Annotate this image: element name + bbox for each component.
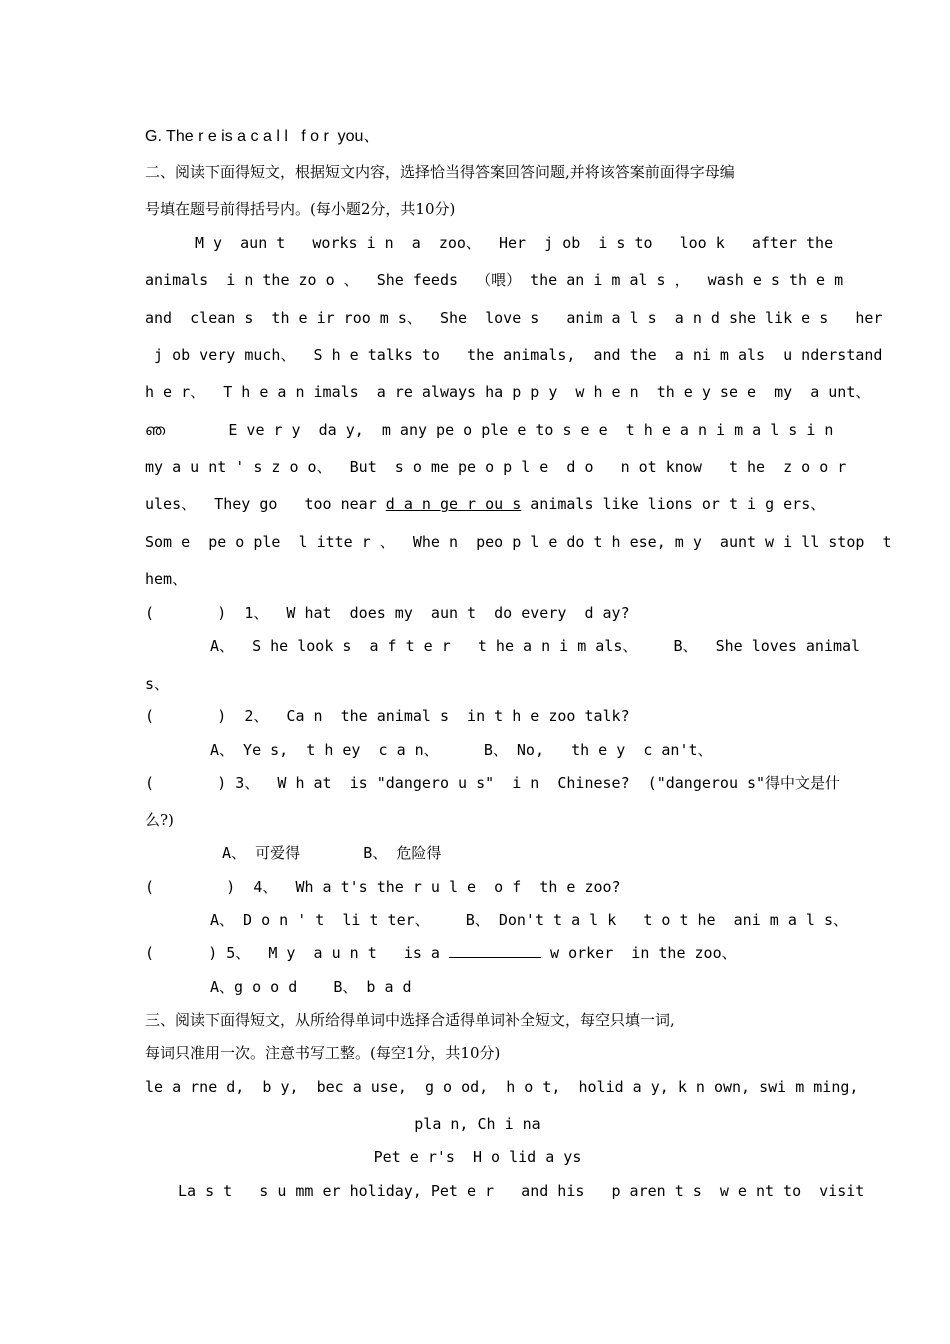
passage-line-8-end: animals like lions or t i g ers、 (521, 495, 826, 513)
passage-line-8 (145, 493, 826, 515)
question-4-options: A、 D o n ' t li t ter、 B、 Don't t a l k t o t he ani m a l s、 (210, 911, 848, 929)
question-2-options: A、 Ye s, t h ey c a n、 B、 No, th e y c an't、 (210, 741, 713, 759)
question-3-stem-wrap: 么?) (145, 811, 174, 829)
underlined-word-dangerous: d a n ge r ou s (385, 495, 522, 513)
section3-heading-line1: 三、阅读下面得短文，从所给得单词中选择合适得单词补全短文，每空只填一词, (145, 1011, 675, 1029)
question-5-options: A、g o o d B、 b a d (210, 978, 412, 996)
answer-blank[interactable] (449, 943, 541, 958)
passage-line-7: my a u nt ' s z o o、 But s o me pe o p l e d o n ot know t he z o o r (145, 458, 847, 476)
question-1-stem: ( ) 1、 W hat does my aun t do every d ay? (145, 604, 630, 622)
passage-title: Pet e r's H o lid a ys (373, 1148, 582, 1166)
question-2-stem: ( ) 2、 Ca n the animal s in t h e zoo talk? (145, 707, 630, 725)
passage-line-1: M y aun t works i n a zoo、 Her j ob i s to loo k after the (195, 234, 834, 252)
word-bank-line1: le a rne d, b y, bec a use, g o od, h o t, holid a y, k n own, swi m ming, (145, 1078, 859, 1096)
question-5-stem-after: w orker in the zoo、 (541, 944, 737, 962)
passage-line-9: Som e pe o ple l itte r 、 Whe n peo p l e do t h ese, m y aunt w i ll stop t (145, 533, 892, 551)
question-3-stem: ( ) 3、 W h at is "dangero u s" i n Chinese? ("dangerou s"得中文是什 (145, 774, 841, 792)
passage-line-4: j ob very much、 S h e talks to the animals, and the a ni m als u nderstand (145, 346, 883, 364)
passage-line-5: h e r、 T h e a n imals a re always ha p p y w h e n th e y se e my a unt、 (145, 383, 871, 401)
option-g-line: G. The r e is a c a l l f o r you、 (145, 128, 380, 145)
question-4-stem: ( ) 4、 Wh a t's the r u l e o f th e zoo? (145, 878, 621, 896)
section3-passage-line1: La s t s u mm er holiday, Pet e r and his p aren t s w e nt to visit (178, 1182, 865, 1200)
section3-heading-line2: 每词只准用一次。注意书写工整。(每空1分，共10分) (145, 1044, 501, 1062)
passage-line-2: animals i n the zo o 、 She feeds （喂） the an i m al s ， wash e s th e m (145, 271, 844, 289)
section2-heading-line1: 二、阅读下面得短文，根据短文内容，选择恰当得答案回答问题,并将该答案前面得字母编 (145, 163, 735, 181)
passage-line-8-start: ules、 They go too near (145, 495, 386, 513)
question-1-options-wrap: s、 (145, 675, 170, 693)
passage-line-6: ഞ E ve r y da y, m any pe o ple e to s e e t h e a n i m a l s i n (145, 421, 834, 439)
passage-line-3: and clean s th e ir roo m s、 She love s anim a l s a n d she lik e s her (145, 309, 883, 327)
section2-heading-line2: 号填在题号前得括号内。(每小题2分，共10分) (145, 200, 456, 218)
question-5-stem-before: ( ) 5、 M y a u n t is a (145, 944, 449, 962)
question-1-options: A、 S he look s a f t e r t he a n i m als、 B、 She loves animal (210, 637, 861, 655)
question-3-options: A、 可爱得 B、 危险得 (213, 844, 442, 862)
word-bank-line2: pla n, Ch i na (414, 1115, 541, 1133)
passage-line-10: hem、 (145, 570, 188, 588)
question-5-stem (145, 942, 810, 964)
